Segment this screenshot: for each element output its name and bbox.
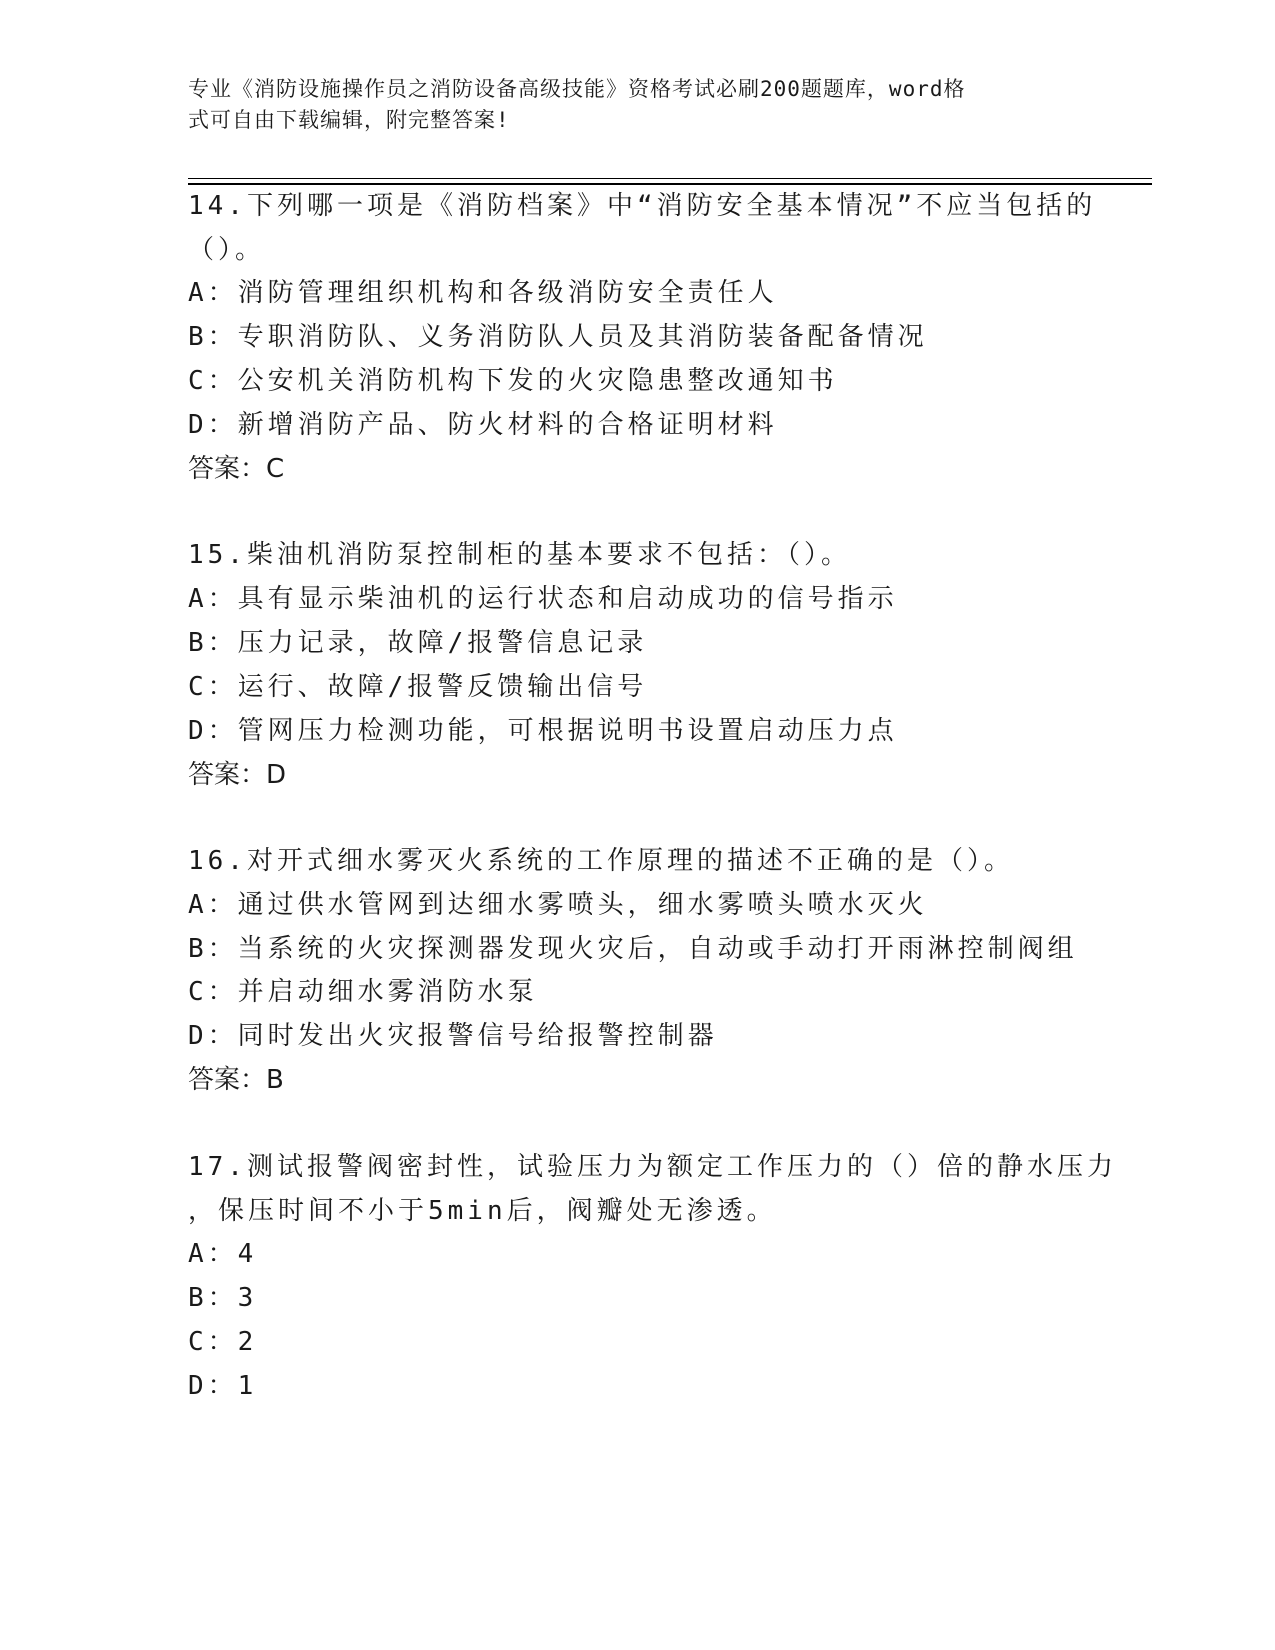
question-14-option-b: B：专职消防队、义务消防队人员及其消防装备配备情况 — [188, 322, 928, 352]
header-divider-thick — [188, 183, 1152, 185]
question-14-stem: 14.下列哪一项是《消防档案》中“消防安全基本情况”不应当包括的 — [188, 191, 1097, 221]
question-16-option-a: A：通过供水管网到达细水雾喷头，细水雾喷头喷水灭火 — [188, 890, 928, 920]
question-14-option-c: C：公安机关消防机构下发的火灾隐患整改通知书 — [188, 366, 838, 396]
question-15-option-c: C：运行、故障/报警反馈输出信号 — [188, 672, 648, 702]
question-17-option-b: B：3 — [188, 1283, 258, 1313]
question-17-option-c: C：2 — [188, 1327, 258, 1357]
header-divider-thin — [188, 178, 1152, 179]
question-16-option-d: D：同时发出火灾报警信号给报警控制器 — [188, 1021, 718, 1051]
question-17-option-a: A：4 — [188, 1239, 258, 1269]
document-header — [188, 74, 1068, 136]
header-line-2: 式可自由下载编辑，附完整答案! — [188, 108, 510, 132]
question-17-stem: 17.测试报警阀密封性，试验压力为额定工作压力的（）倍的静水压力 — [188, 1152, 1117, 1182]
question-14-option-d: D：新增消防产品、防火材料的合格证明材料 — [188, 410, 778, 440]
question-16-option-b: B：当系统的火灾探测器发现火灾后，自动或手动打开雨淋控制阀组 — [188, 934, 1078, 964]
question-17-option-d: D：1 — [188, 1371, 258, 1401]
header-line-1: 专业《消防设施操作员之消防设备高级技能》资格考试必刷200题题库，word格 — [188, 77, 966, 101]
question-15-option-b: B：压力记录，故障/报警信息记录 — [188, 628, 648, 658]
question-15-answer: 答案：D — [188, 760, 287, 790]
question-14-stem-cont: （）。 — [188, 235, 266, 265]
question-15-option-a: A：具有显示柴油机的运行状态和启动成功的信号指示 — [188, 584, 898, 614]
question-14-answer: 答案：C — [188, 454, 285, 484]
question-14-option-a: A：消防管理组织机构和各级消防安全责任人 — [188, 278, 778, 308]
question-16-stem: 16.对开式细水雾灭火系统的工作原理的描述不正确的是（）。 — [188, 846, 1014, 876]
question-16-answer: 答案：B — [188, 1065, 284, 1095]
question-15-option-d: D：管网压力检测功能，可根据说明书设置启动压力点 — [188, 716, 898, 746]
question-16-option-c: C：并启动细水雾消防水泵 — [188, 977, 538, 1007]
question-15-stem: 15.柴油机消防泵控制柜的基本要求不包括：（）。 — [188, 540, 851, 570]
question-17-stem-cont: ，保压时间不小于5min后，阀瓣处无渗透。 — [188, 1196, 777, 1226]
